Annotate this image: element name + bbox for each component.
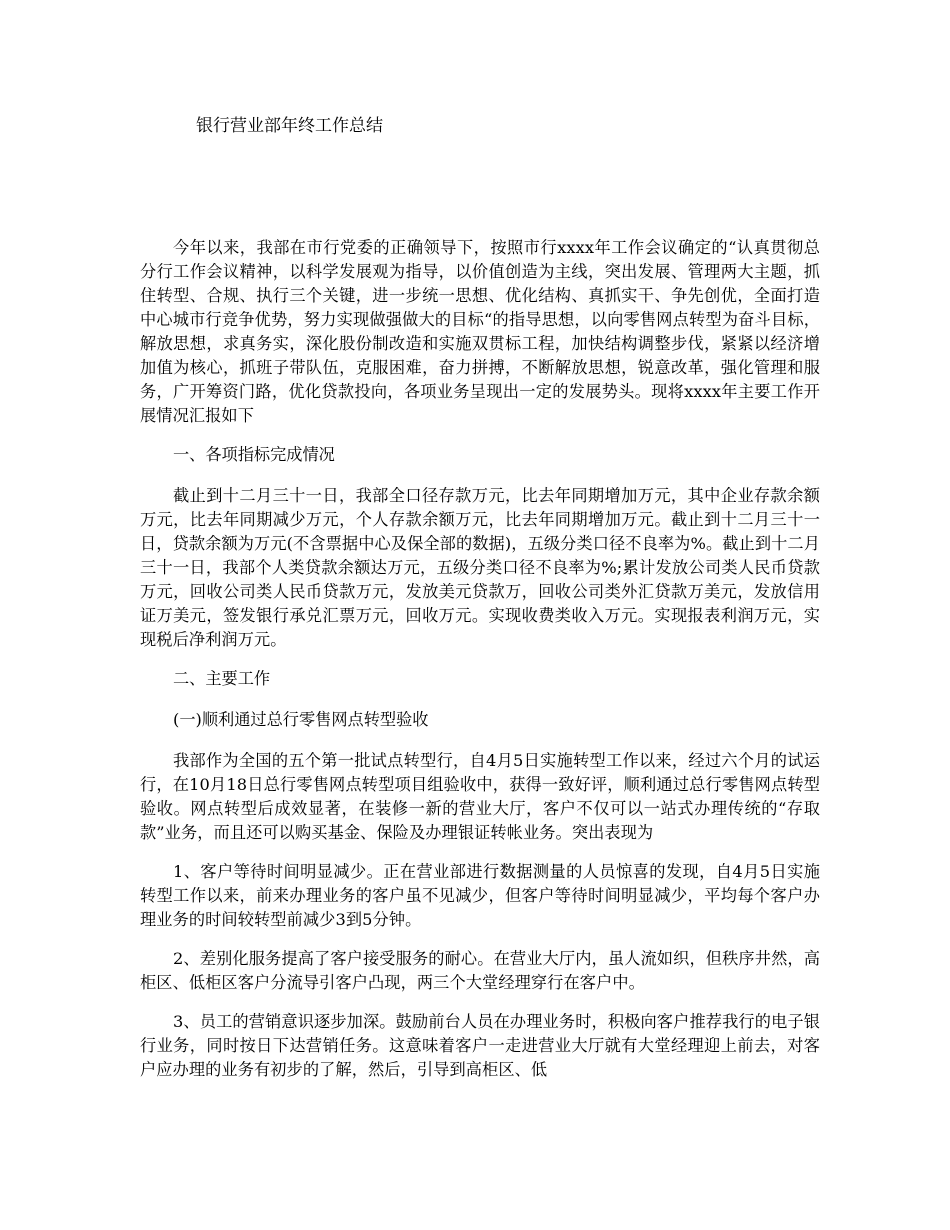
section-heading-indicators: 一、各项指标完成情况 xyxy=(173,445,335,464)
indicators-paragraph: 截止到十二月三十一日，我部全口径存款万元，比去年同期增加万元，其中企业存款余额万元，比去年同期减少万元，个人存款余额万元，比去年同期增加万元。截止到十二月三十一日，贷款余额为万元(不含票据中心及保全部的数据)，五级分类口径不良率为%。截止到十二月三十一日，我部个人类贷款余额达万元，五级分类口径不良率为%;累计发放公司类人民币贷款万元，回收公司类人民币贷款万元，发放美元贷款万，回收公司类外汇贷款万美元，发放信用证万美元，签发银行承兑汇票万元，回收万元。实现收费类收入万元。实现报表利润万元，实现税后净利润万元。 xyxy=(140,486,820,649)
intro-paragraph: 今年以来，我部在市行党委的正确领导下，按照市行xxxx年工作会议确定的“认真贯彻总分行工作会议精神，以科学发展观为指导，以价值创造为主线，突出发展、管理两大主题，抓住转型、合规、执行三个关键，进一步统一思想、优化结构、真抓实干、争先创优，全面打造中心城市行竞争优势，努力实现做强做大的目标“的指导思想，以向零售网点转型为奋斗目标，解放思想，求真务实，深化股份制改造和实施双贯标工程，加快结构调整步伐，紧紧以经济增加值为核心，抓班子带队伍，克服困难，奋力拼搏，不断解放思想，锐意改革，强化管理和服务，广开筹资门路，优化贷款投向，各项业务呈现出一定的发展势头。现将xxxx年主要工作开展情况汇报如下 xyxy=(140,238,820,425)
point-marketing-awareness: 3、员工的营销意识逐步加深。鼓励前台人员在办理业务时，积极向客户推荐我行的电子银行业务，同时按日下达营销任务。这意味着客户一走进营业大厅就有大堂经理迎上前去，对客户应办理的业务有初步的了解，然后，引导到高柜区、低 xyxy=(140,1012,820,1079)
document-title: 银行营业部年终工作总结 xyxy=(196,116,383,136)
transformation-paragraph: 我部作为全国的五个第一批试点转型行，自4月5日实施转型工作以来，经过六个月的试运行，在10月18日总行零售网点转型项目组验收中，获得一致好评，顺利通过总行零售网点转型验收。网点转型后成效显著，在装修一新的营业大厅，客户不仅可以一站式办理传统的“存取款”业务，而且还可以购买基金、保险及办理银证转帐业务。突出表现为 xyxy=(140,751,820,842)
point-differentiated-service: 2、差别化服务提高了客户接受服务的耐心。在营业大厅内，虽人流如织，但秩序井然，高柜区、低柜区客户分流导引客户凸现，两三个大堂经理穿行在客户中。 xyxy=(140,949,820,992)
section-heading-main-work: 二、主要工作 xyxy=(173,669,271,688)
subsection-heading-transformation: (一)顺利通过总行零售网点转型验收 xyxy=(173,710,429,729)
point-wait-time: 1、客户等待时间明显减少。正在营业部进行数据测量的人员惊喜的发现，自4月5日实施转型工作以来，前来办理业务的客户虽不见减少，但客户等待时间明显减少，平均每个客户办理业务的时间较转型前减少3到5分钟。 xyxy=(140,862,820,929)
document-body xyxy=(140,236,820,1097)
